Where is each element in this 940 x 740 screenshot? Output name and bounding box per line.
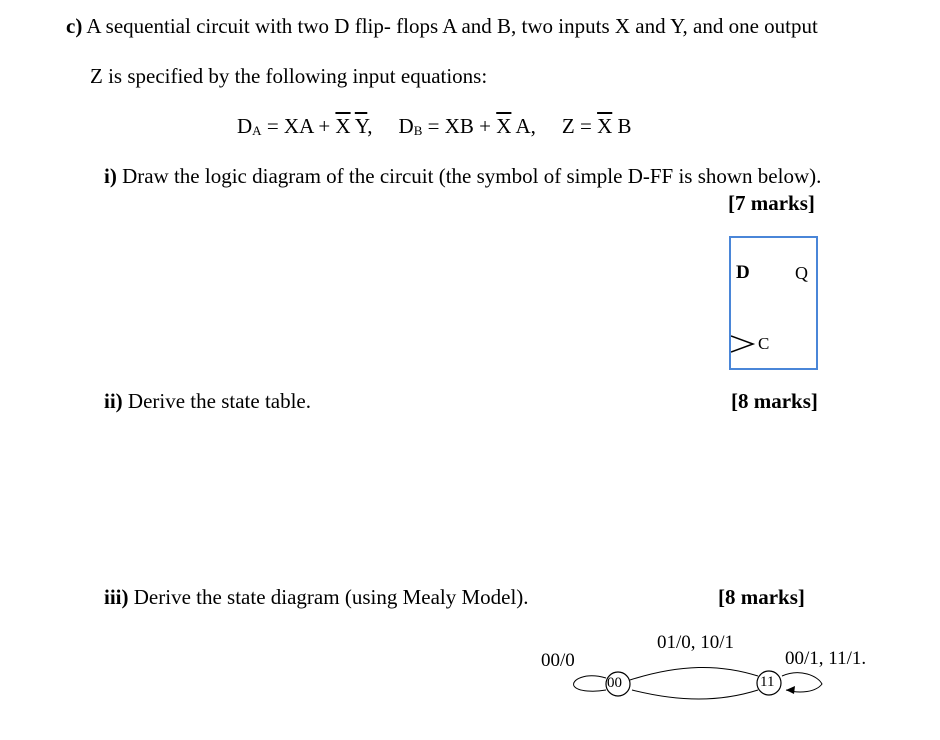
- equation-z: $Z = \overline{X}$ B: [561, 114, 632, 138]
- part-ii-text: Derive the state table.: [127, 389, 312, 413]
- dff-q-label: Q: [795, 263, 808, 283]
- state-11-label: 11: [760, 674, 775, 690]
- transition-11-00-arrow: [632, 690, 758, 699]
- self-loop-00-arrow: [574, 676, 606, 691]
- part-iii-marks: [8 marks]: [718, 585, 805, 609]
- equation-db: $D_B$ = XB + $\overline{X}$ A,: [398, 114, 536, 138]
- part-i-text: Draw the logic diagram of the circuit (the symbol of simple D-FF is shown below).: [122, 164, 822, 188]
- dff-d-label: D: [736, 262, 750, 283]
- part-iii-label: iii): [104, 585, 129, 609]
- self-loop-00-label: 00/0: [541, 650, 575, 671]
- transition-00-11-arrow: [630, 667, 758, 680]
- part-c-text-1: A sequential circuit with two D flip- flops A and B, two inputs X and Y, and one output: [86, 14, 818, 38]
- part-i-label: i): [104, 164, 117, 188]
- self-loop-11-arrow: [782, 673, 822, 692]
- part-c-line2: Z is specified by the following input equations:: [90, 64, 488, 88]
- transition-00-11-label: 01/0, 10/1: [657, 632, 735, 653]
- self-loop-11-label: 00/1, 11/1.: [785, 648, 867, 669]
- dff-c-label: C: [758, 334, 770, 353]
- part-i-marks: [7 marks]: [728, 191, 815, 215]
- part-ii-label: ii): [104, 389, 123, 413]
- part-iii-text: Derive the state diagram (using Mealy Model).: [133, 585, 529, 609]
- part-c-label: c): [66, 14, 83, 38]
- equation-da: $D_A$ = XA + $\overline{X}$ $\overline{Y}$,: [237, 114, 373, 138]
- state-00-label: 00: [607, 675, 622, 691]
- part-ii-marks: [8 marks]: [731, 389, 818, 413]
